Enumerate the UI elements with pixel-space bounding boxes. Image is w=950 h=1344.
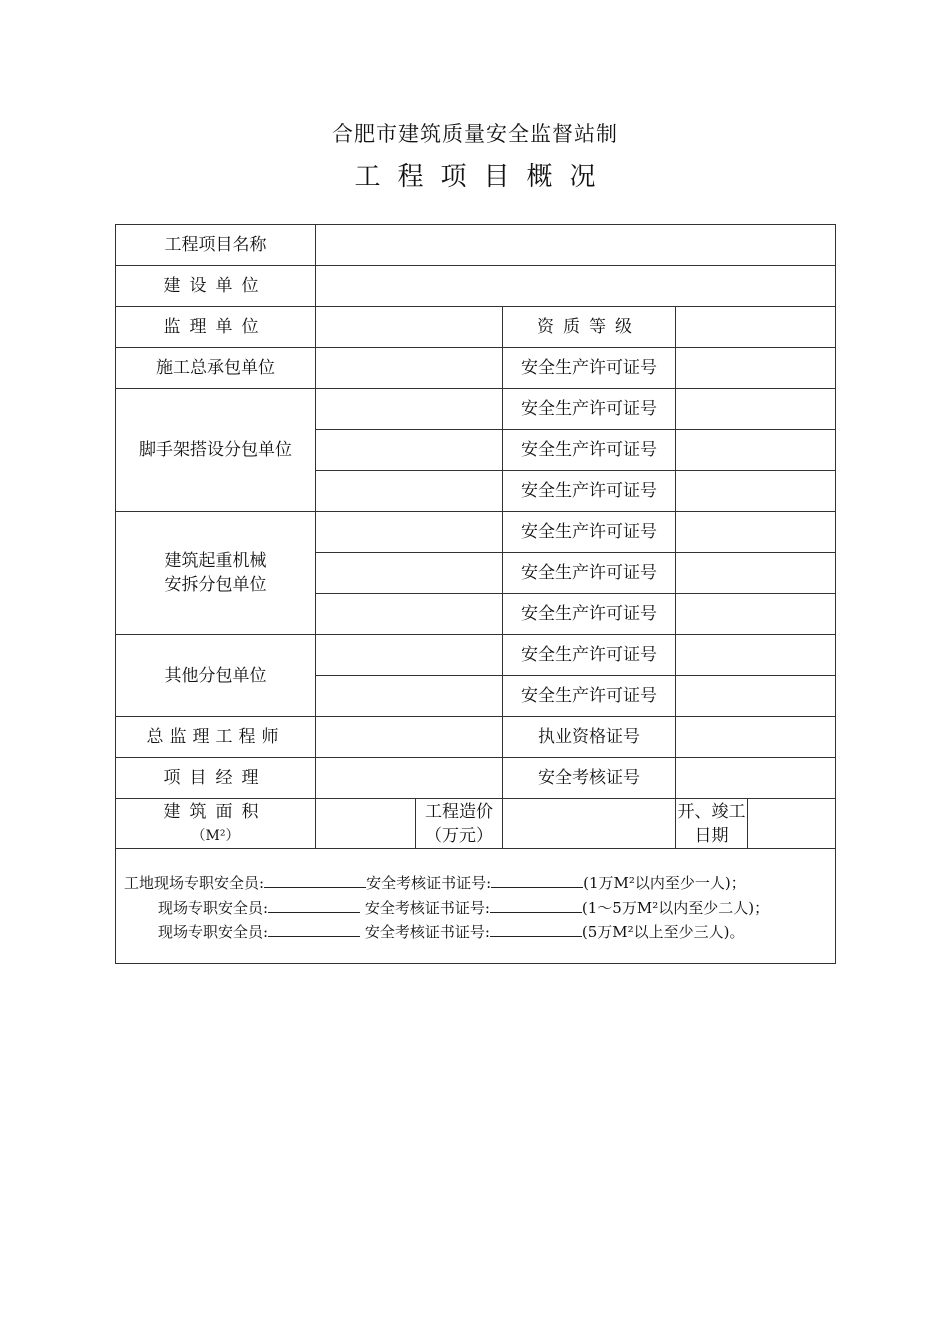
notes-line-1	[124, 871, 835, 896]
safety-exam-field[interactable]	[676, 758, 836, 799]
crane-subcontractor-field[interactable]	[316, 553, 503, 594]
safety-exam-label: 安全考核证号	[503, 758, 676, 799]
safety-license-label: 安全生产许可证号	[503, 553, 676, 594]
notes-line2-cert: 安全考核证书证号:	[364, 898, 490, 917]
crane-license-field[interactable]	[676, 594, 836, 635]
safety-license-label: 安全生产许可证号	[503, 430, 676, 471]
general-contractor-license-field[interactable]	[676, 348, 836, 389]
notes-line-2	[124, 896, 835, 921]
safety-cert-number-field[interactable]	[490, 922, 582, 937]
safety-cert-number-field[interactable]	[490, 898, 582, 913]
cost-label-cell	[416, 799, 503, 849]
notes-line1-rule: (1万M²以内至少一人)；	[583, 874, 746, 892]
practice-cert-field[interactable]	[676, 717, 836, 758]
notes-line1-cert: 安全考核证书证号:	[366, 874, 492, 892]
chief-supervisor-field[interactable]	[316, 717, 503, 758]
area-label-cell	[116, 799, 316, 849]
area-field[interactable]	[316, 799, 416, 849]
notes-line3-label: 现场专职安全员:	[158, 923, 269, 941]
chief-supervisor-label: 总监理工程师	[116, 717, 316, 758]
safety-license-label: 安全生产许可证号	[503, 676, 676, 717]
area-label: 建筑面积	[163, 801, 268, 822]
general-contractor-field[interactable]	[316, 348, 503, 389]
supervisor-label: 监理单位	[116, 307, 316, 348]
other-subcontractor-field[interactable]	[316, 635, 503, 676]
general-contractor-label: 施工总承包单位	[116, 348, 316, 389]
scaffold-subcontractor-label: 脚手架搭设分包单位	[116, 389, 316, 512]
cost-label: 工程造价	[425, 801, 493, 822]
other-subcontractor-field[interactable]	[316, 676, 503, 717]
page-title: 工程项目概况	[354, 162, 613, 192]
dates-label-cell	[676, 799, 748, 849]
notes-line2-label: 现场专职安全员:	[158, 898, 269, 917]
safety-officer-name-field[interactable]	[268, 898, 360, 913]
scaffold-license-field[interactable]	[676, 430, 836, 471]
safety-officer-name-field[interactable]	[268, 922, 360, 937]
scaffold-license-field[interactable]	[676, 471, 836, 512]
scaffold-subcontractor-field[interactable]	[316, 430, 503, 471]
cost-unit: （万元）	[425, 825, 493, 846]
crane-label-line1: 建筑起重机械	[164, 551, 267, 571]
safety-cert-number-field[interactable]	[491, 873, 583, 888]
safety-license-label: 安全生产许可证号	[503, 512, 676, 553]
safety-license-label: 安全生产许可证号	[503, 471, 676, 512]
dates-label-line2: 日期	[694, 825, 729, 846]
builder-field[interactable]	[316, 266, 836, 307]
crane-license-field[interactable]	[676, 512, 836, 553]
dates-label-line1: 开、竣工	[677, 801, 746, 822]
crane-label-line2: 安拆分包单位	[164, 575, 267, 595]
project-overview-form	[115, 224, 836, 964]
supervisor-field[interactable]	[316, 307, 503, 348]
scaffold-subcontractor-field[interactable]	[316, 389, 503, 430]
notes-line-3	[124, 920, 835, 945]
other-subcontractor-label: 其他分包单位	[116, 635, 316, 717]
project-manager-field[interactable]	[316, 758, 503, 799]
crane-subcontractor-field[interactable]	[316, 512, 503, 553]
scaffold-subcontractor-field[interactable]	[316, 471, 503, 512]
notes-line1-label: 工地现场专职安全员:	[124, 874, 265, 892]
scaffold-license-field[interactable]	[676, 389, 836, 430]
cost-field[interactable]	[503, 799, 676, 849]
notes-line3-rule: (5万M²以上至少三人)。	[581, 923, 745, 941]
crane-subcontractor-label	[116, 512, 316, 635]
area-unit: （M²）	[191, 827, 240, 844]
notes-line3-cert: 安全考核证书证号:	[364, 923, 490, 941]
practice-cert-label: 执业资格证号	[503, 717, 676, 758]
qualification-label: 资质等级	[503, 307, 676, 348]
project-manager-label: 项目经理	[116, 758, 316, 799]
crane-license-field[interactable]	[676, 553, 836, 594]
safety-license-label: 安全生产许可证号	[503, 348, 676, 389]
safety-license-label: 安全生产许可证号	[503, 635, 676, 676]
safety-license-label: 安全生产许可证号	[503, 389, 676, 430]
organization-name: 合肥市建筑质量安全监督站制	[332, 122, 618, 146]
qualification-field[interactable]	[676, 307, 836, 348]
safety-license-label: 安全生产许可证号	[503, 594, 676, 635]
safety-officer-notes	[116, 849, 836, 964]
other-license-field[interactable]	[676, 635, 836, 676]
crane-subcontractor-field[interactable]	[316, 594, 503, 635]
notes-line2-rule: (1～5万M²以内至少二人)；	[581, 898, 770, 917]
dates-field[interactable]	[748, 799, 836, 849]
other-license-field[interactable]	[676, 676, 836, 717]
safety-officer-name-field[interactable]	[264, 873, 366, 888]
builder-label: 建设单位	[116, 266, 316, 307]
project-name-field[interactable]	[316, 225, 836, 266]
project-name-label: 工程项目名称	[116, 225, 316, 266]
